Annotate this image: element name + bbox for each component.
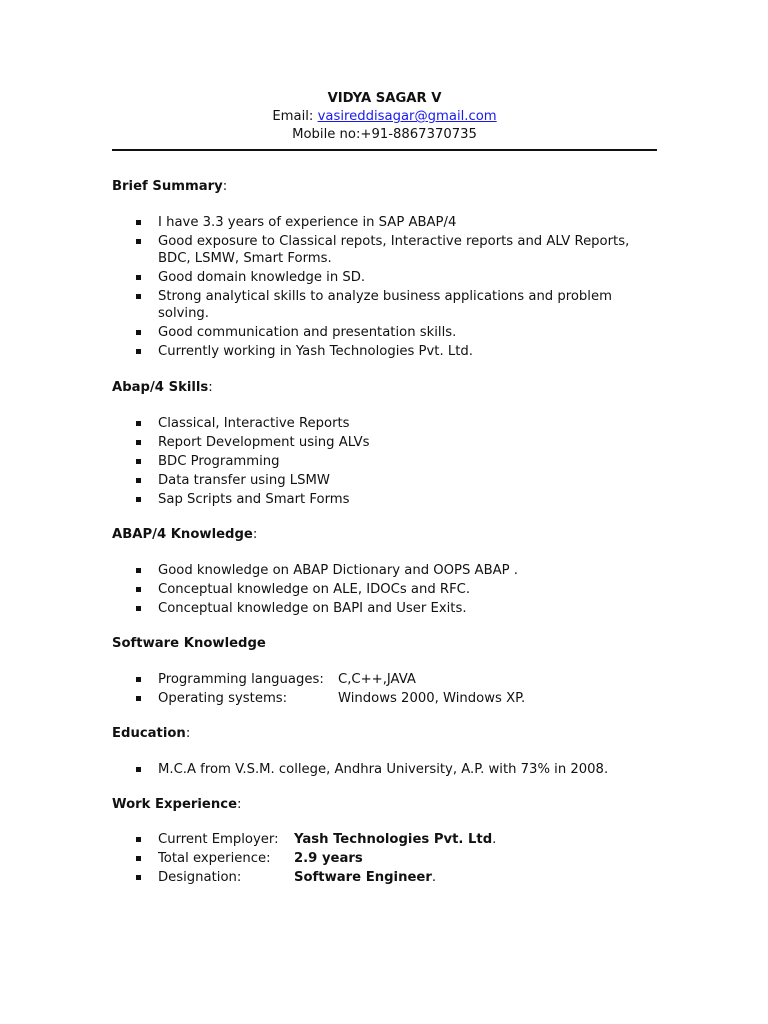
education-section: [112, 725, 672, 743]
list-item: Sap Scripts and Smart Forms: [158, 491, 658, 508]
email-label: Email:: [272, 109, 318, 124]
list-item: Current Employer: Yash Technologies Pvt. Ltd.: [158, 831, 658, 848]
work-section: [112, 796, 672, 814]
bullet-icon: [136, 677, 141, 682]
bullet-icon: [136, 478, 141, 483]
bullet-icon: [136, 587, 141, 592]
list-item: Total experience: 2.9 years: [158, 850, 658, 867]
list-item: Currently working in Yash Technologies Pvt. Ltd.: [158, 343, 658, 360]
bullet-icon: [136, 568, 141, 573]
list-item: Good knowledge on ABAP Dictionary and OOPS ABAP .: [158, 562, 658, 579]
software-list: [158, 671, 658, 709]
bullet-icon: [136, 606, 141, 611]
bullet-icon: [136, 349, 141, 354]
section-title-knowledge: ABAP/4 Knowledge:: [112, 527, 258, 542]
list-item: I have 3.3 years of experience in SAP ABAP/4: [158, 214, 658, 231]
bullet-icon: [136, 767, 141, 772]
list-item: Conceptual knowledge on ALE, IDOCs and RFC.: [158, 581, 658, 598]
list-item-continued: BDC, LSMW, Smart Forms.: [158, 251, 332, 266]
bullet-icon: [136, 497, 141, 502]
bullet-icon: [136, 330, 141, 335]
list-item: Good domain knowledge in SD.: [158, 269, 658, 286]
knowledge-section: [112, 526, 672, 544]
education-list: [158, 761, 658, 780]
resume-header: [112, 90, 657, 144]
list-item: Strong analytical skills to analyze business applications and problem: [158, 288, 658, 305]
section-title-summary: Brief Summary:: [112, 179, 228, 194]
summary-list: [158, 214, 658, 362]
list-item: Classical, Interactive Reports: [158, 415, 658, 432]
bullet-icon: [136, 837, 141, 842]
list-item: Good exposure to Classical repots, Interactive reports and ALV Reports,: [158, 233, 658, 250]
section-title-education: Education:: [112, 726, 191, 741]
skills-section: [112, 379, 672, 397]
summary-section: [112, 178, 672, 196]
list-item: Report Development using ALVs: [158, 434, 658, 451]
bullet-icon: [136, 239, 141, 244]
mobile-line: Mobile no:+91-8867370735: [292, 127, 477, 142]
software-section: [112, 635, 672, 653]
list-item: BDC Programming: [158, 453, 658, 470]
list-item-continued: solving.: [158, 306, 209, 321]
section-title-work: Work Experience:: [112, 797, 242, 812]
work-list: [158, 831, 658, 888]
list-item: Conceptual knowledge on BAPI and User Exits.: [158, 600, 658, 617]
knowledge-list: [158, 562, 658, 619]
header-divider: [112, 149, 657, 151]
bullet-icon: [136, 275, 141, 280]
bullet-icon: [136, 875, 141, 880]
section-title-software: Software Knowledge: [112, 636, 266, 651]
candidate-name: VIDYA SAGAR V: [327, 91, 442, 106]
skills-list: [158, 415, 658, 510]
bullet-icon: [136, 696, 141, 701]
list-item: Programming languages: C,C++,JAVA: [158, 671, 658, 688]
bullet-icon: [136, 459, 141, 464]
bullet-icon: [136, 421, 141, 426]
email-link[interactable]: vasireddisagar@gmail.com: [317, 109, 497, 124]
bullet-icon: [136, 440, 141, 445]
bullet-icon: [136, 294, 141, 299]
list-item: M.C.A from V.S.M. college, Andhra University, A.P. with 73% in 2008.: [158, 761, 658, 778]
section-title-skills: Abap/4 Skills:: [112, 380, 213, 395]
bullet-icon: [136, 220, 141, 225]
list-item: Data transfer using LSMW: [158, 472, 658, 489]
email-line: [112, 108, 657, 126]
list-item: Designation: Software Engineer.: [158, 869, 658, 886]
bullet-icon: [136, 856, 141, 861]
list-item: Good communication and presentation skills.: [158, 324, 658, 341]
list-item: Operating systems: Windows 2000, Windows XP.: [158, 690, 658, 707]
